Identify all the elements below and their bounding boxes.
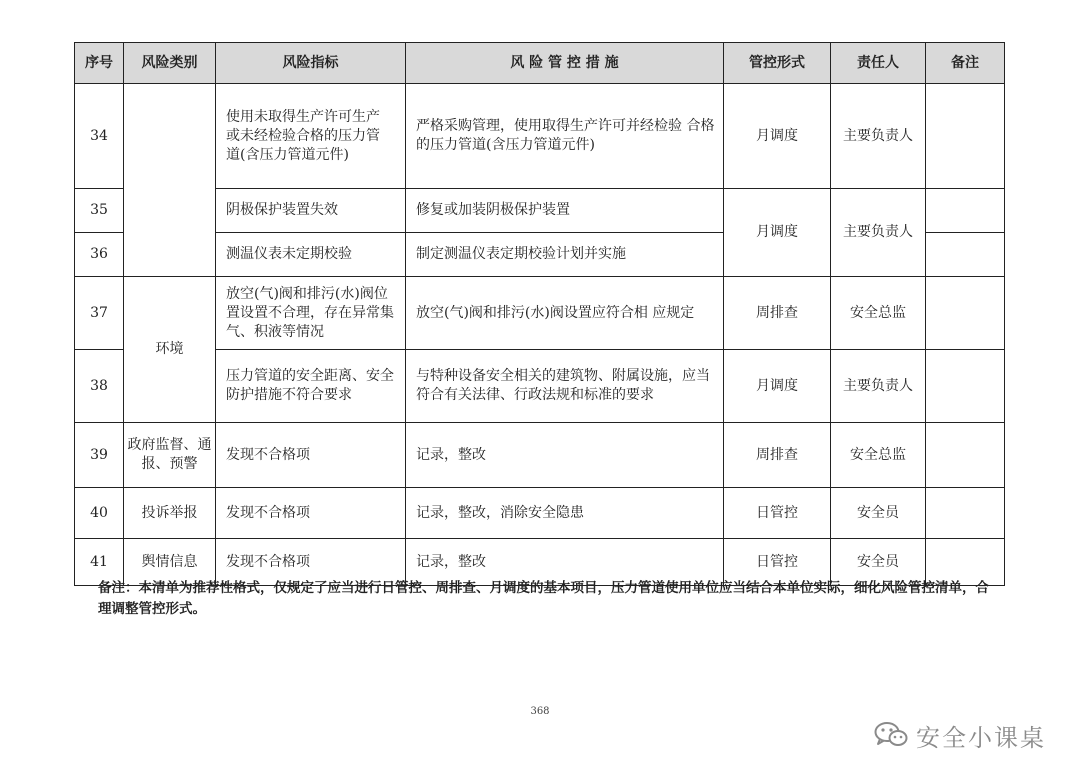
control-measure: 与特种设备安全相关的建筑物、附属设施，应当符合有关法律、行政法规和标准的要求 xyxy=(406,350,724,423)
responsible-person: 主要负责人 xyxy=(831,84,926,189)
table-footnote: 备注：本清单为推荐性格式，仅规定了应当进行日管控、周排查、月调度的基本项目，压力管道使用单位应当结合本单位实际，细化风险管控清单，合理调整管控形式。 xyxy=(98,580,989,617)
watermark xyxy=(874,720,1046,750)
header-remark: 备注 xyxy=(926,43,1005,84)
remark-cell xyxy=(926,350,1005,423)
table-row xyxy=(75,488,1005,539)
risk-indicator: 测温仪表未定期校验 xyxy=(216,233,406,277)
remark-cell xyxy=(926,488,1005,539)
row-number: 40 xyxy=(75,488,124,539)
header-risk-category: 风险类别 xyxy=(124,43,216,84)
responsible-person: 主要负责人 xyxy=(831,189,926,277)
table-row xyxy=(75,84,1005,189)
table-header-row xyxy=(75,43,1005,84)
remark-cell xyxy=(926,189,1005,233)
risk-indicator: 使用未取得生产许可生产 或未经检验合格的压力管 道(含压力管道元件) xyxy=(216,84,406,189)
control-form: 月调度 xyxy=(724,84,831,189)
row-number: 41 xyxy=(75,539,124,586)
control-form: 月调度 xyxy=(724,350,831,423)
header-control-form: 管控形式 xyxy=(724,43,831,84)
risk-category: 环境 xyxy=(124,277,216,423)
control-measure: 制定测温仪表定期校验计划并实施 xyxy=(406,233,724,277)
control-measure: 记录，整改，消除安全隐患 xyxy=(406,488,724,539)
responsible-person: 安全总监 xyxy=(831,277,926,350)
control-form: 日管控 xyxy=(724,488,831,539)
table-row xyxy=(75,277,1005,350)
remark-cell xyxy=(926,84,1005,189)
control-measure: 记录，整改 xyxy=(406,423,724,488)
control-measure: 放空(气)阀和排污(水)阀设置应符合相 应规定 xyxy=(406,277,724,350)
header-number: 序号 xyxy=(75,43,124,84)
risk-indicator: 发现不合格项 xyxy=(216,488,406,539)
control-form: 周排查 xyxy=(724,423,831,488)
remark-cell xyxy=(926,423,1005,488)
risk-indicator: 发现不合格项 xyxy=(216,423,406,488)
responsible-person: 安全总监 xyxy=(831,423,926,488)
page-number: 368 xyxy=(530,706,550,717)
row-number: 39 xyxy=(75,423,124,488)
control-form: 月调度 xyxy=(724,189,831,277)
header-responsible-person: 责任人 xyxy=(831,43,926,84)
wechat-icon xyxy=(874,721,908,749)
control-measure: 记录，整改 xyxy=(406,539,724,586)
responsible-person: 安全员 xyxy=(831,539,926,586)
row-number: 36 xyxy=(75,233,124,277)
remark-cell xyxy=(926,277,1005,350)
risk-indicator: 压力管道的安全距离、安全防护措施不符合要求 xyxy=(216,350,406,423)
row-number: 37 xyxy=(75,277,124,350)
responsible-person: 安全员 xyxy=(831,488,926,539)
remark-cell xyxy=(926,233,1005,277)
risk-category: 投诉举报 xyxy=(124,488,216,539)
control-form: 日管控 xyxy=(724,539,831,586)
risk-category-cell xyxy=(124,84,216,277)
risk-control-table xyxy=(74,42,1005,586)
risk-category: 舆情信息 xyxy=(124,539,216,586)
watermark-text: 安全小课桌 xyxy=(916,723,1046,752)
table-row xyxy=(75,423,1005,488)
control-form: 周排查 xyxy=(724,277,831,350)
risk-indicator: 发现不合格项 xyxy=(216,539,406,586)
risk-indicator: 阴极保护装置失效 xyxy=(216,189,406,233)
responsible-person: 主要负责人 xyxy=(831,350,926,423)
header-risk-indicator: 风险指标 xyxy=(216,43,406,84)
row-number: 38 xyxy=(75,350,124,423)
row-number: 34 xyxy=(75,84,124,189)
control-measure: 修复或加装阴极保护装置 xyxy=(406,189,724,233)
row-number: 35 xyxy=(75,189,124,233)
header-control-measures: 风 险 管 控 措 施 xyxy=(406,43,724,84)
control-measure: 严格采购管理，使用取得生产许可并经检验 合格的压力管道(含压力管道元件) xyxy=(406,84,724,189)
risk-category: 政府监督、通报、预警 xyxy=(124,423,216,488)
risk-indicator: 放空(气)阀和排污(水)阀位置设置不合理，存在异常集气、积液等情况 xyxy=(216,277,406,350)
